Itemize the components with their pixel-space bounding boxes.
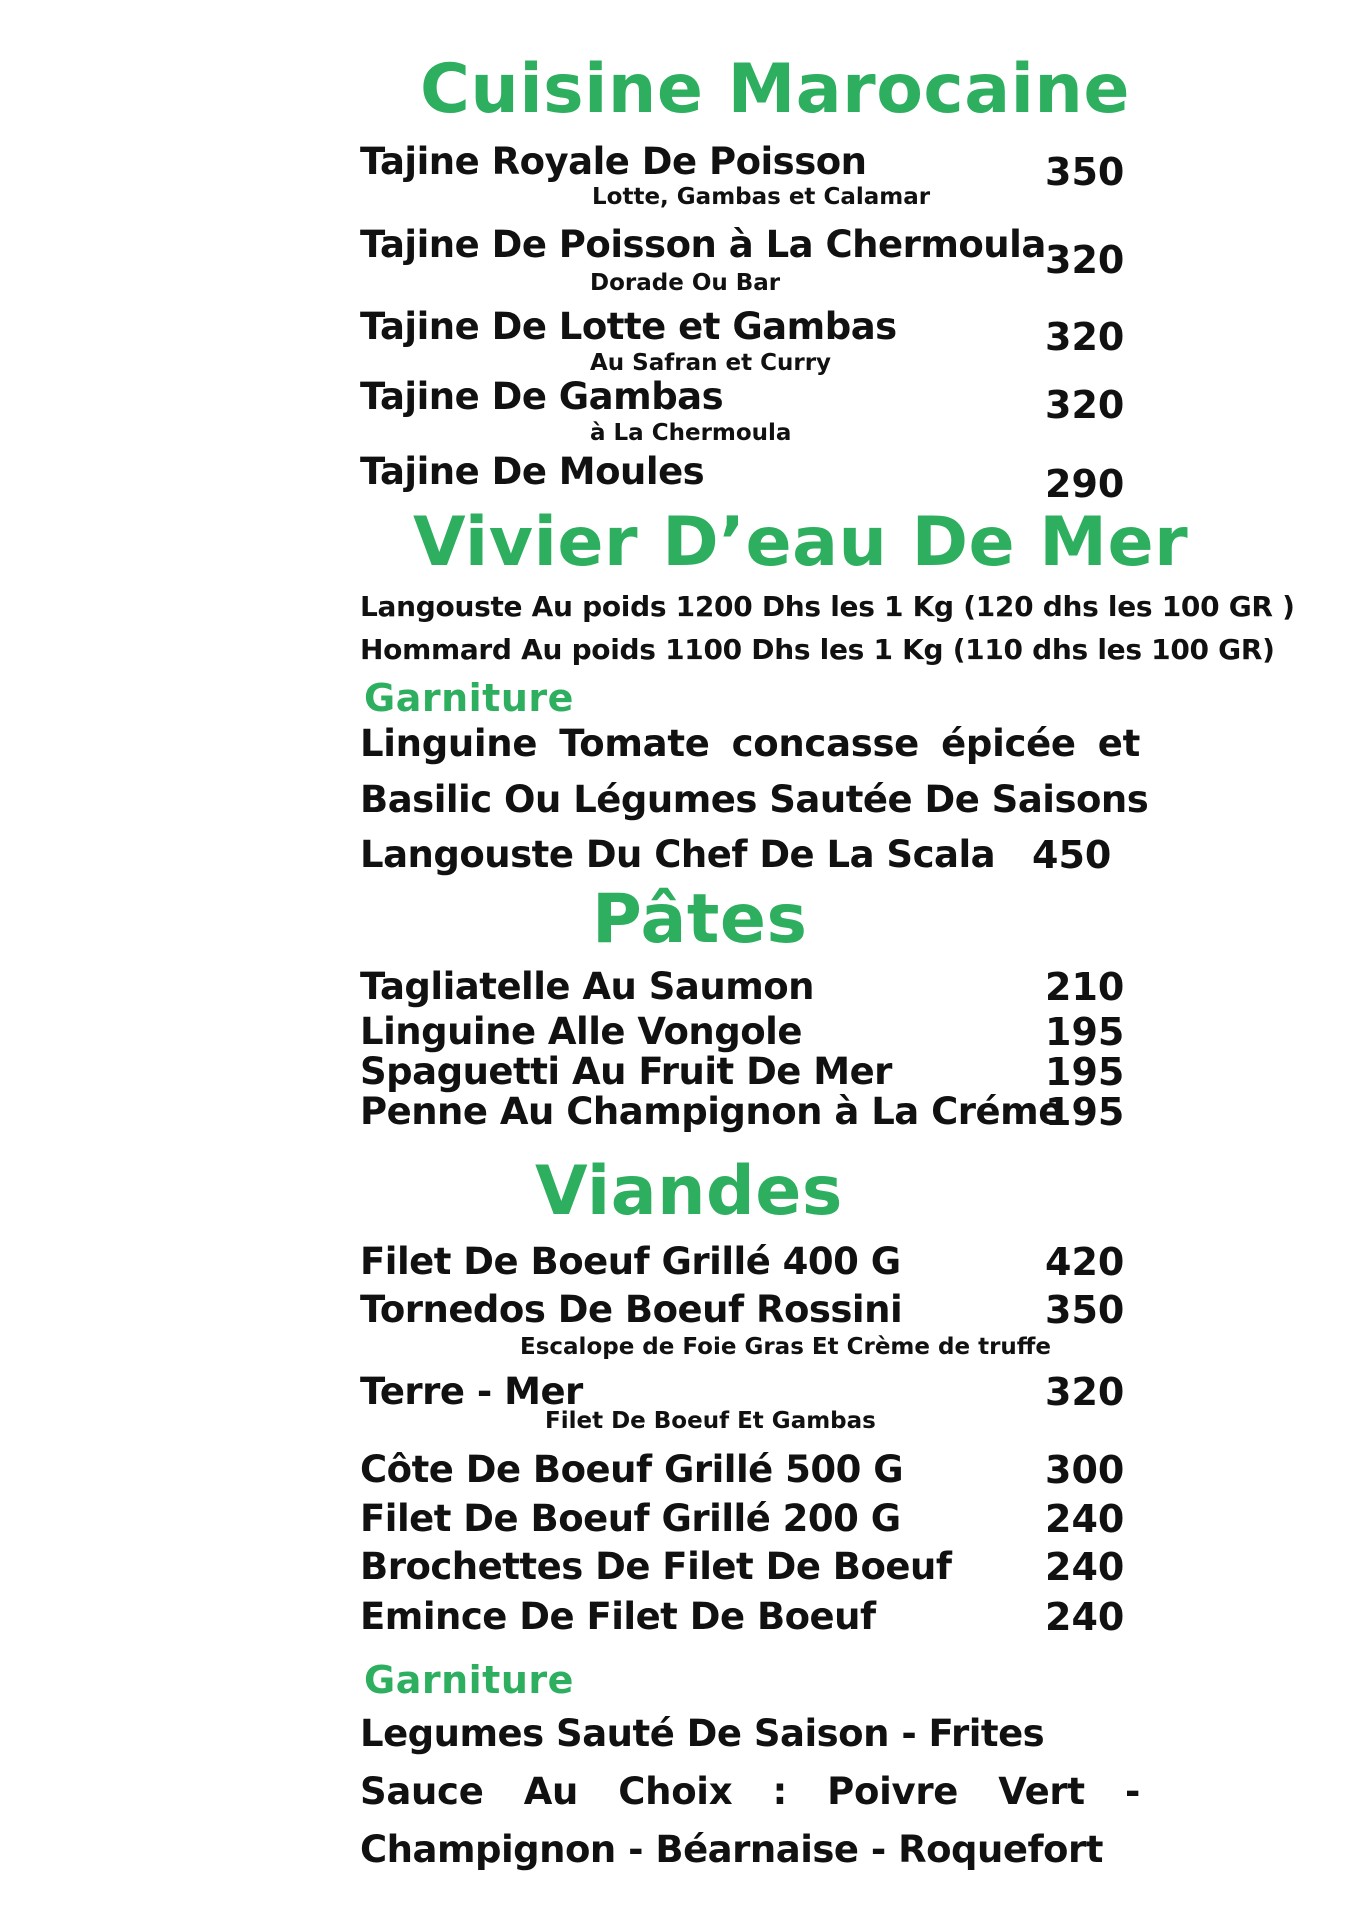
garniture-title: Garniture xyxy=(364,1658,574,1702)
menu-item-price: 290 xyxy=(1045,462,1125,506)
menu-item-name: Spaguetti Au Fruit De Mer xyxy=(360,1050,892,1093)
menu-item-name: Filet De Boeuf Grillé 400 G xyxy=(360,1240,901,1283)
menu-item-price: 350 xyxy=(1045,150,1125,194)
menu-item-price: 210 xyxy=(1045,965,1125,1009)
vivier-line: Hommard Au poids 1100 Dhs les 1 Kg (110 dhs les 100 GR) xyxy=(360,633,1275,666)
menu-item-price: 195 xyxy=(1045,1050,1125,1094)
menu-item-name: Tajine De Lotte et Gambas xyxy=(360,305,897,348)
menu-item-desc: à La Chermoula xyxy=(590,420,792,446)
menu-item-price: 420 xyxy=(1045,1240,1125,1284)
menu-item-price: 195 xyxy=(1045,1010,1125,1054)
menu-item-price: 240 xyxy=(1045,1545,1125,1589)
menu-item-price: 300 xyxy=(1045,1448,1125,1492)
garniture-line: Sauce Au Choix : Poivre Vert - xyxy=(360,1770,1140,1813)
menu-item-name: Penne Au Champignon à La Créme xyxy=(360,1090,1063,1133)
garniture-line: Legumes Sauté De Saison - Frites xyxy=(360,1712,1045,1755)
garniture-line: Linguine Tomate concasse épicée et xyxy=(360,722,1140,765)
menu-item-name: Filet De Boeuf Grillé 200 G xyxy=(360,1497,901,1540)
menu-item-price: 240 xyxy=(1045,1497,1125,1541)
garniture-line: Basilic Ou Légumes Sautée De Saisons xyxy=(360,778,1149,821)
menu-item-price: 195 xyxy=(1045,1090,1125,1134)
section-title-cuisine: Cuisine Marocaine xyxy=(420,50,1130,129)
menu-item-name: Brochettes De Filet De Boeuf xyxy=(360,1545,952,1588)
menu-item-desc: Escalope de Foie Gras Et Crème de truffe xyxy=(520,1334,1052,1360)
menu-item-name: Tagliatelle Au Saumon xyxy=(360,965,815,1008)
menu-item-name: Côte De Boeuf Grillé 500 G xyxy=(360,1448,904,1491)
menu-item-name: Langouste Du Chef De La Scala xyxy=(360,833,996,876)
menu-item-name: Tajine De Moules xyxy=(360,450,705,493)
menu-item-desc: Au Safran et Curry xyxy=(590,350,832,376)
menu-item-name: Emince De Filet De Boeuf xyxy=(360,1595,876,1638)
menu-item-desc: Filet De Boeuf Et Gambas xyxy=(545,1408,876,1434)
menu-item-price: 240 xyxy=(1045,1595,1125,1639)
section-title-pates: Pâtes xyxy=(592,880,808,959)
menu-item-price: 450 xyxy=(1032,833,1112,877)
menu-item-name: Linguine Alle Vongole xyxy=(360,1010,802,1053)
menu-item-desc: Lotte, Gambas et Calamar xyxy=(592,184,931,210)
menu-item-name: Tajine De Poisson à La Chermoula xyxy=(360,223,1046,266)
garniture-title: Garniture xyxy=(364,676,574,720)
menu-item-name: Tornedos De Boeuf Rossini xyxy=(360,1288,903,1331)
section-title-viandes: Viandes xyxy=(535,1152,843,1231)
menu-item-name: Tajine De Gambas xyxy=(360,375,724,418)
menu-item-name: Tajine Royale De Poisson xyxy=(360,140,867,183)
vivier-line: Langouste Au poids 1200 Dhs les 1 Kg (120 dhs les 100 GR ) xyxy=(360,590,1295,623)
menu-item-price: 320 xyxy=(1045,1370,1125,1414)
menu-item-name: Terre - Mer xyxy=(360,1370,583,1413)
menu-item-price: 320 xyxy=(1045,238,1125,282)
menu-item-price: 320 xyxy=(1045,383,1125,427)
menu-item-desc: Dorade Ou Bar xyxy=(590,270,781,296)
garniture-line: Champignon - Béarnaise - Roquefort xyxy=(360,1828,1103,1871)
section-title-vivier: Vivier D’eau De Mer xyxy=(413,503,1189,582)
menu-item-price: 350 xyxy=(1045,1288,1125,1332)
menu-item-price: 320 xyxy=(1045,315,1125,359)
